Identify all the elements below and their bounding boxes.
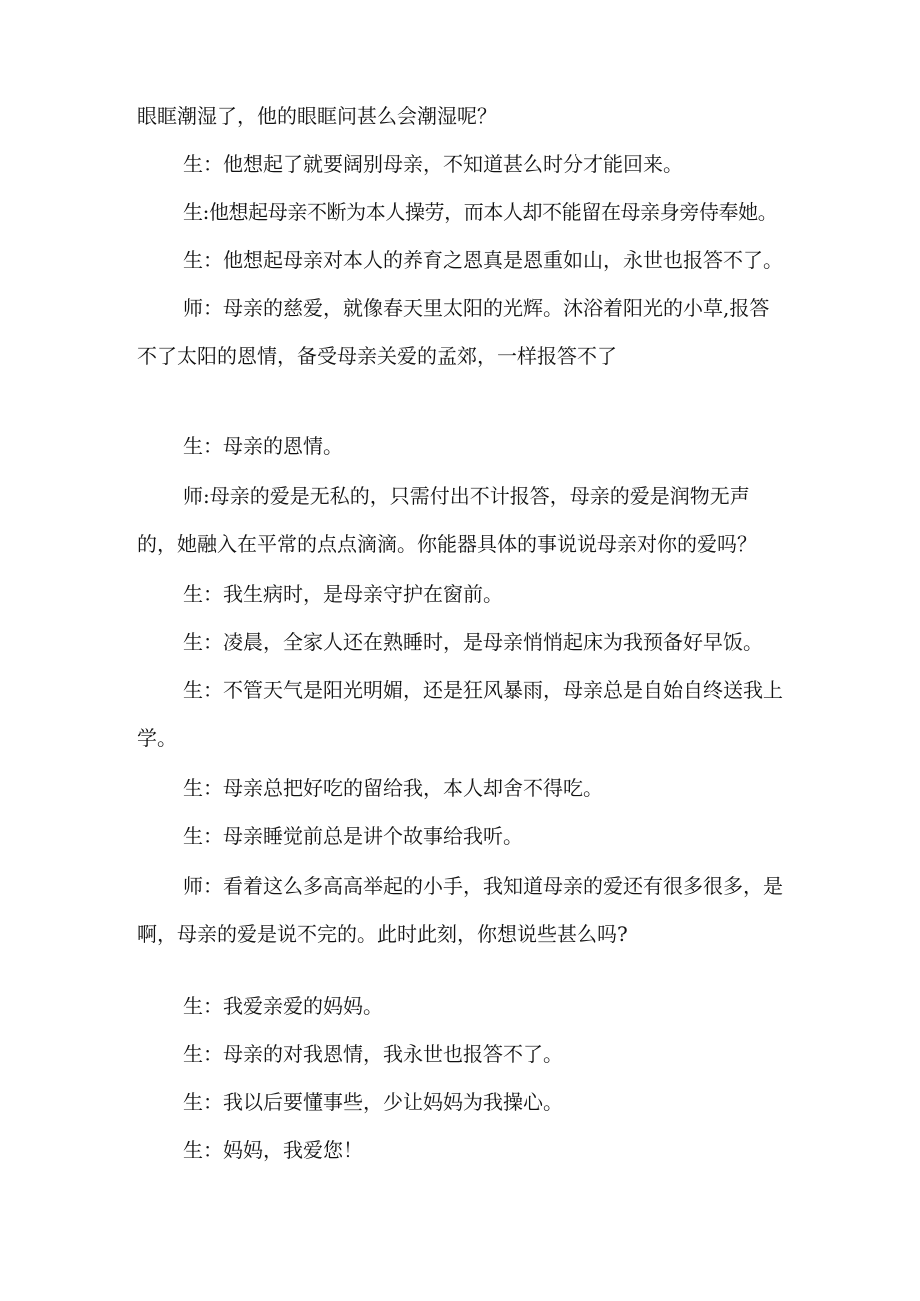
paragraph-student-12: 生：我以后要懂事些，少让妈妈为我操心。 [183, 1090, 563, 1114]
paragraph-continuation: 眼眶潮湿了，他的眼眶问甚么会潮湿呢？ [137, 104, 497, 128]
paragraph-teacher-1: 师：母亲的慈爱，就像春天里太阳的光辉。沐浴着阳光的小草,报答不了太阳的恩情，备受母亲关爱的孟郊，一样报答不了 [137, 296, 770, 368]
paragraph-student-11: 生：母亲的对我恩情，我永世也报答不了。 [183, 1042, 563, 1066]
paragraph-teacher-3: 师：看着这么多高高举起的小手，我知道母亲的爱还有很多很多，是啊，母亲的爱是说不完的。此时此刻，你想说些甚么吗? [137, 874, 783, 946]
paragraph-student-1: 生：他想起了就要阔别母亲，不知道甚么时分才能回来。 [183, 152, 683, 176]
paragraph-student-5: 生：我生病时，是母亲守护在窗前。 [183, 582, 503, 606]
paragraph-student-13: 生：妈妈，我爱您！ [183, 1138, 363, 1162]
paragraph-student-3: 生：他想起母亲对本人的养育之恩真是恩重如山，永世也报答不了。 [183, 248, 783, 272]
paragraph-student-7: 生：不管天气是阳光明媚，还是狂风暴雨，母亲总是自始自终送我上学。 [137, 678, 783, 750]
paragraph-student-8: 生：母亲总把好吃的留给我，本人却舍不得吃。 [183, 776, 603, 800]
paragraph-student-9: 生：母亲睡觉前总是讲个故事给我听。 [183, 824, 523, 848]
paragraph-student-2: 生:他想起母亲不断为本人操劳，而本人却不能留在母亲身旁侍奉她。 [183, 200, 778, 224]
paragraph-student-4: 生：母亲的恩情。 [183, 434, 343, 458]
paragraph-student-6: 生：凌晨，全家人还在熟睡时，是母亲悄悄起床为我预备好早饭。 [183, 630, 763, 654]
paragraph-teacher-2: 师:母亲的爱是无私的，只需付出不计报答，母亲的爱是润物无声的，她融入在平常的点点滴滴。你能器具体的事说说母亲对你的爱吗？ [137, 484, 757, 556]
paragraph-student-10: 生：我爱亲爱的妈妈。 [183, 994, 383, 1018]
